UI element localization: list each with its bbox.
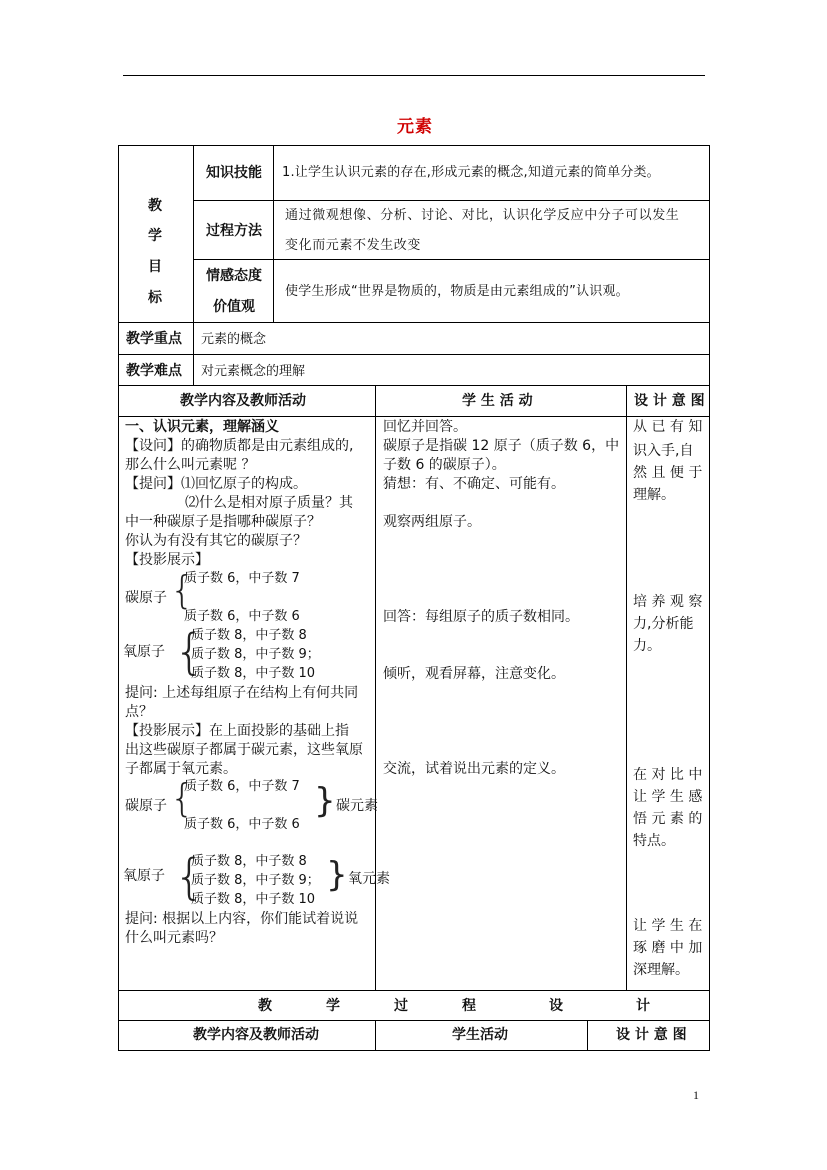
left-brace-icon: {	[170, 568, 195, 612]
page-title: 元素	[397, 117, 433, 137]
carbon-label: 碳原子	[125, 590, 167, 606]
oxygen-isotope: 质子数 8，中子数 9；	[191, 873, 320, 888]
oxygen-isotope: 质子数 8，中子数 8	[191, 854, 307, 869]
bottom-header-student: 学生活动	[452, 1027, 508, 1043]
objective-char: 学	[148, 228, 162, 244]
process-header-teacher: 教学内容及教师活动	[180, 393, 306, 409]
objective-content-attitude: 使学生形成“世界是物质的，物质是由元素组成的”认识观。	[285, 284, 629, 299]
design-char: 学	[326, 998, 340, 1014]
student-line: 碳原子是指碳 12 原子（质子数 6，中	[383, 438, 620, 454]
objective-content-knowledge: 1.让学生认识元素的存在,形成元素的概念,知道元素的简单分类。	[282, 165, 660, 180]
teacher-question: 提问: 上述每组原子在结构上有何共同	[125, 685, 359, 701]
teacher-line: 中一种碳原子是指哪种碳原子？	[125, 514, 321, 530]
intent-line: 力,分析能	[633, 616, 694, 632]
student-discuss: 交流，试着说出元素的定义。	[383, 761, 565, 777]
student-line: 子数 6 的碳原子）。	[383, 457, 506, 473]
student-answer: 回答：每组原子的质子数相同。	[383, 609, 579, 625]
bottom-header-intent: 设 计 意 图	[616, 1027, 687, 1043]
difficulty-content: 对元素概念的理解	[201, 364, 306, 379]
teacher-final-question: 提问: 根据以上内容，你们能试着说说	[125, 911, 359, 927]
intent-line: 在 对 比 中	[633, 767, 703, 783]
carbon-isotope: 质子数 6，中子数 6	[184, 609, 300, 624]
bottom-header-teacher: 教学内容及教师活动	[193, 1027, 319, 1043]
intent-line: 让 学 生 在	[633, 918, 703, 934]
oxygen-element: 氧元素	[348, 871, 390, 887]
teacher-line: 【投影展示】	[125, 552, 209, 568]
intent-line: 深理解。	[633, 962, 689, 978]
objective-label-knowledge: 知识技能	[206, 165, 262, 181]
student-line: 回忆并回答。	[383, 419, 467, 435]
right-brace-icon: }	[326, 855, 348, 895]
oxygen-label: 氧原子	[123, 644, 165, 660]
carbon-label: 碳原子	[125, 798, 167, 814]
oxygen-isotope: 质子数 8，中子数 10	[191, 892, 316, 907]
intent-line: 理解。	[633, 487, 675, 503]
design-char: 程	[462, 998, 476, 1014]
intent-line: 培 养 观 察	[633, 594, 703, 610]
design-char: 教	[258, 998, 272, 1014]
design-char: 设	[549, 998, 563, 1014]
left-brace-icon: {	[174, 624, 205, 680]
intent-line: 悟 元 素 的	[633, 811, 703, 827]
objective-content-process-1: 通过微观想像、分析、讨论、对比，认识化学反应中分子可以发生	[285, 208, 680, 223]
teacher-line: 那么什么叫元素呢 ？	[125, 457, 256, 473]
student-line: 猜想：有、不确定、可能有。	[383, 476, 565, 492]
oxygen-isotope: 质子数 8，中子数 10	[191, 666, 316, 681]
left-brace-icon: {	[174, 849, 205, 905]
teacher-projection: 子都属于氧元素。	[125, 761, 237, 777]
teacher-projection: 出这些碳原子都属于碳元素，这些氧原	[125, 742, 363, 758]
oxygen-isotope: 质子数 8，中子数 8	[191, 628, 307, 643]
design-char: 计	[636, 998, 650, 1014]
intent-line: 从 已 有 知	[633, 419, 703, 435]
difficulty-label: 教学难点	[126, 363, 182, 379]
left-brace-icon: {	[170, 776, 195, 820]
teacher-line: 【设问】的确物质都是由元素组成的,	[125, 438, 354, 454]
teacher-question: 点？	[125, 704, 153, 720]
key-point-label: 教学重点	[126, 331, 182, 347]
objective-label-process: 过程方法	[206, 223, 262, 239]
intent-line: 让 学 生 感	[633, 789, 703, 805]
oxygen-label: 氧原子	[123, 868, 165, 884]
objective-char: 教	[148, 198, 162, 214]
process-header-student: 学 生 活 动	[462, 393, 533, 409]
student-listen: 倾听，观看屏幕，注意变化。	[383, 666, 565, 682]
key-point-content: 元素的概念	[201, 332, 267, 347]
process-header-intent: 设 计 意 图	[634, 393, 705, 409]
objective-char: 标	[148, 290, 162, 306]
intent-line: 识入手,自	[633, 443, 694, 459]
intent-line: 力。	[633, 638, 661, 654]
oxygen-isotope: 质子数 8，中子数 9；	[191, 647, 320, 662]
carbon-isotope: 质子数 6，中子数 7	[184, 571, 300, 586]
top-rule	[123, 75, 705, 76]
teacher-line: ⑵什么是相对原子质量？其	[185, 495, 353, 511]
carbon-element: 碳元素	[336, 798, 378, 814]
intent-line: 然 且 便 于	[633, 465, 703, 481]
objective-char: 目	[148, 259, 162, 275]
design-char: 过	[394, 998, 408, 1014]
intent-line: 琢 磨 中 加	[633, 940, 703, 956]
objective-content-process-2: 变化而元素不发生改变	[285, 238, 422, 253]
teacher-line: 【提问】⑴回忆原子的构成。	[125, 476, 307, 492]
carbon-isotope: 质子数 6，中子数 7	[184, 779, 300, 794]
objective-label-attitude-1: 情感态度	[206, 268, 262, 284]
right-brace-icon: }	[314, 781, 336, 821]
carbon-isotope: 质子数 6，中子数 6	[184, 817, 300, 832]
objective-label-attitude-2: 价值观	[213, 299, 255, 315]
teacher-projection: 【投影展示】在上面投影的基础上指	[125, 723, 349, 739]
student-observe: 观察两组原子。	[383, 514, 481, 530]
teacher-heading: 一、认识元素，理解涵义	[125, 419, 279, 435]
intent-line: 特点。	[633, 833, 675, 849]
page-number: 1	[693, 1088, 699, 1102]
teacher-line: 你认为有没有其它的碳原子？	[125, 533, 307, 549]
teacher-final-question: 什么叫元素吗？	[125, 930, 223, 946]
